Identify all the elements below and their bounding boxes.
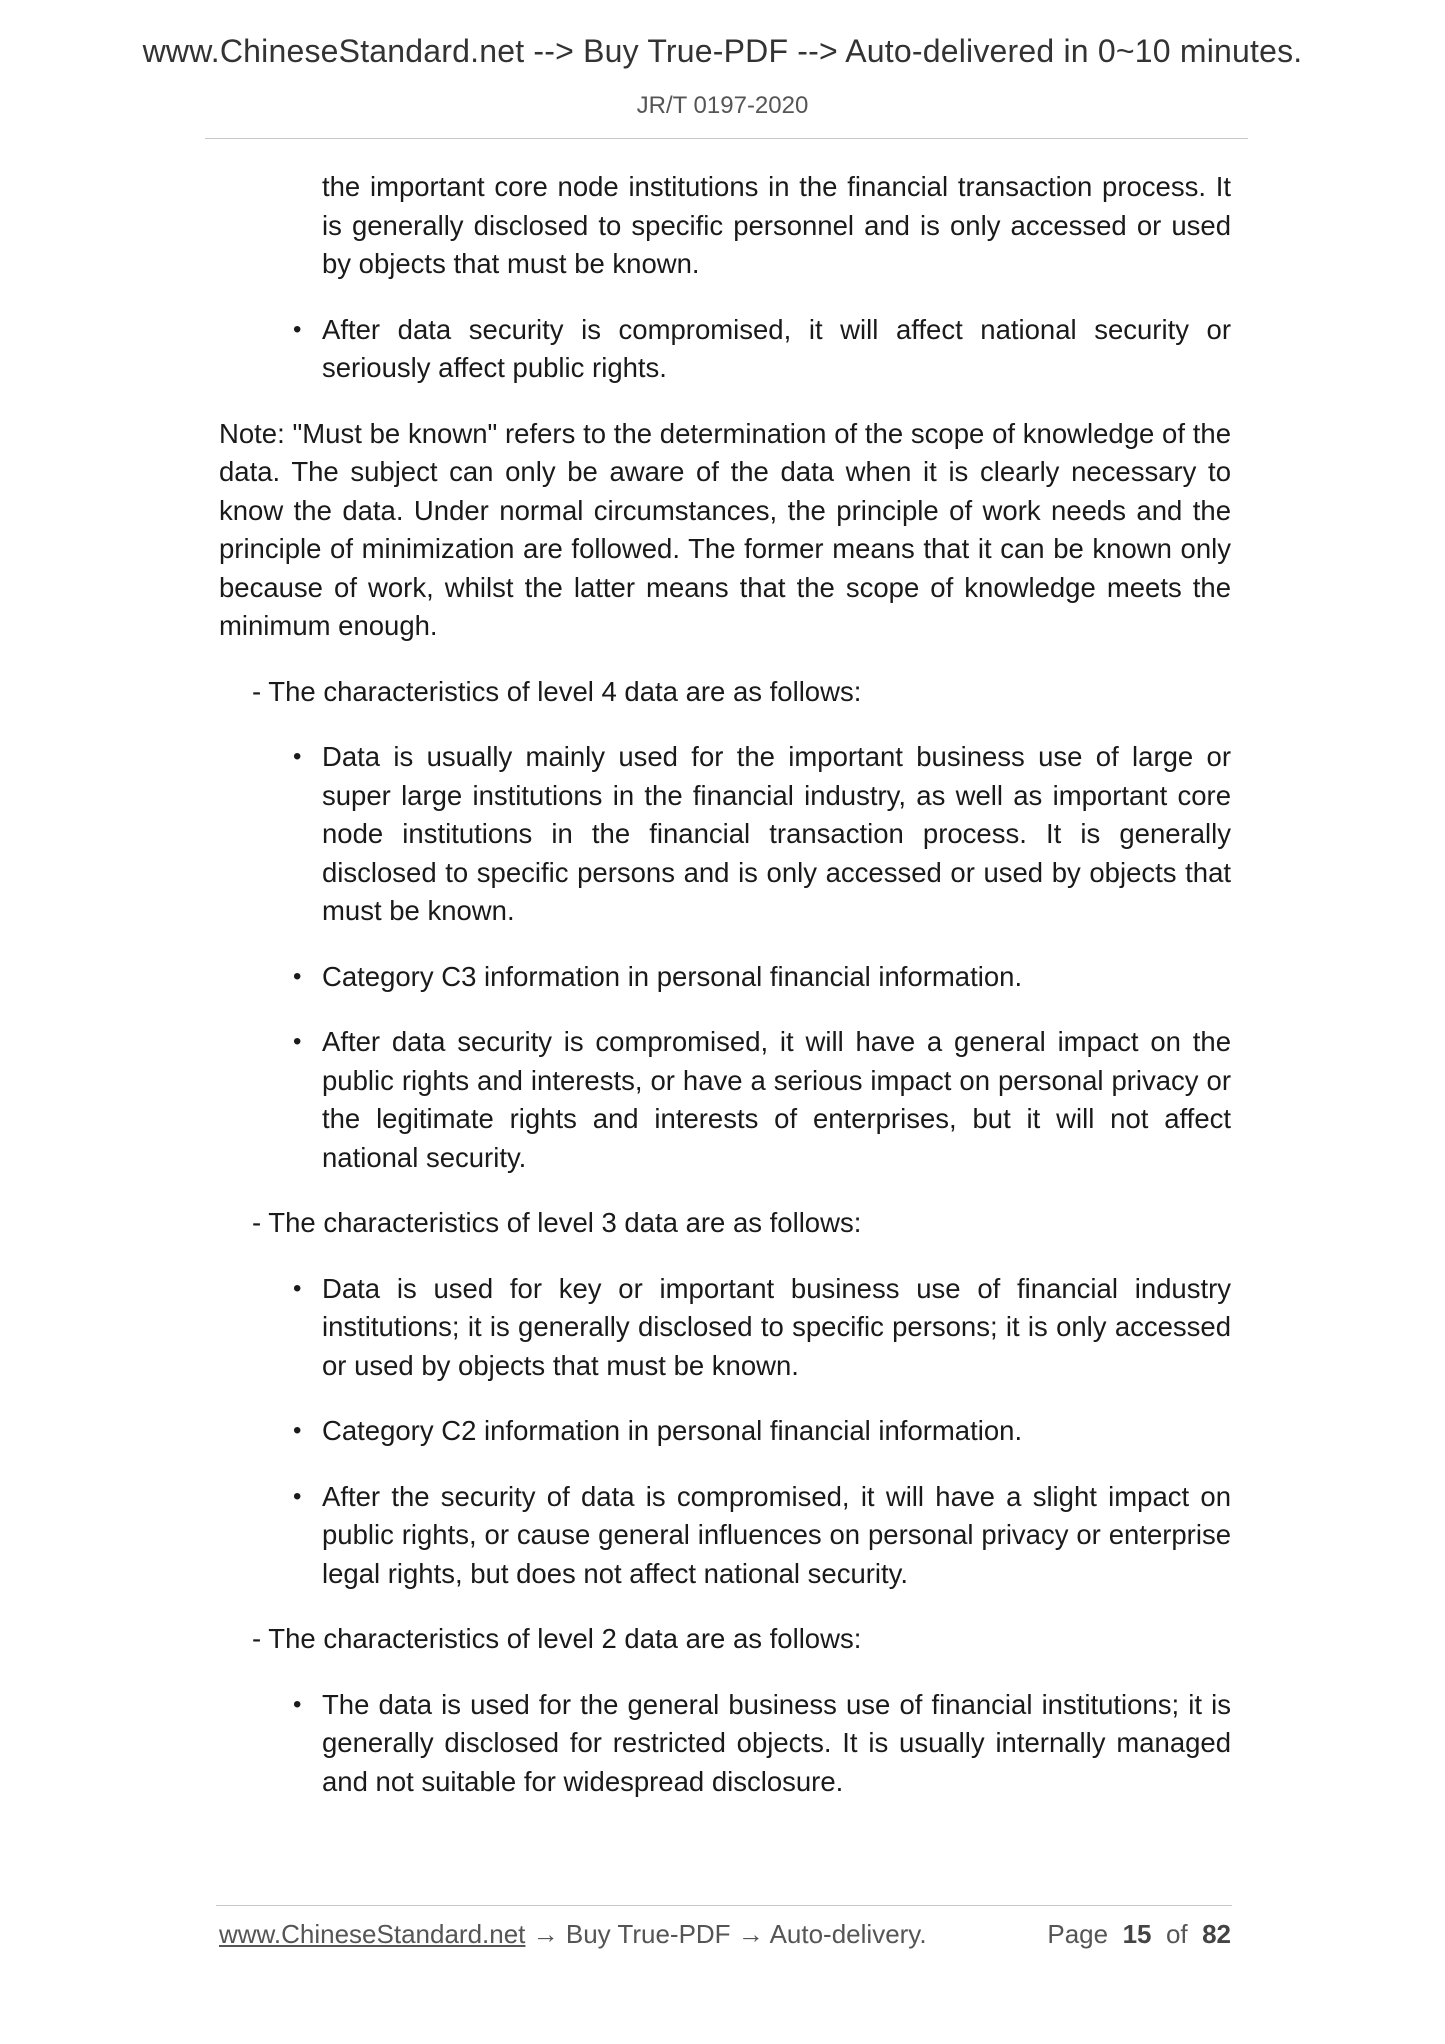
bullet-item bbox=[219, 738, 1231, 931]
page-content bbox=[219, 168, 1231, 1828]
bullet-icon: • bbox=[293, 1417, 302, 1444]
header-divider bbox=[205, 138, 1248, 139]
bullet-icon: • bbox=[293, 743, 302, 770]
bullet-text: After data security is compromised, it will affect national security or seriously affect public rights. bbox=[322, 313, 1231, 383]
bullet-icon: • bbox=[293, 1690, 302, 1718]
level-3-heading: - The characteristics of level 3 data are as follows: bbox=[252, 1207, 862, 1238]
bullet-text: The data is used for the general business use of financial institutions; it is generally disclosed for restricted objects. It is usually internally managed and not suitable for widespread disclosure. bbox=[322, 1688, 1231, 1797]
of-label: of bbox=[1165, 1919, 1188, 1949]
bullet-item bbox=[219, 311, 1231, 388]
current-page: 15 bbox=[1122, 1919, 1152, 1949]
document-id: JR/T 0197-2020 bbox=[636, 92, 809, 119]
bullet-text: Data is usually mainly used for the important business use of large or super large institutions in the financial industry, as well as important core node institutions in the financial transaction process. It is generally disclosed to specific persons and is only accessed or used by objects that must be known. bbox=[322, 741, 1231, 926]
bullet-text: After the security of data is compromised, it will have a slight impact on public rights, or cause general influences on personal privacy or enterprise legal rights, but does not affect national security. bbox=[322, 1480, 1231, 1589]
bullet-icon: • bbox=[293, 1028, 302, 1055]
page-label: Page bbox=[1047, 1919, 1109, 1949]
bullet-text: Category C3 information in personal financial information. bbox=[322, 960, 1023, 992]
total-pages: 82 bbox=[1202, 1919, 1231, 1949]
bullet-item bbox=[219, 1412, 1231, 1451]
bullet-item bbox=[219, 1478, 1231, 1594]
bullet-item bbox=[219, 1270, 1231, 1386]
bullet-text: After data security is compromised, it will have a general impact on the public rights and interests, or have a serious impact on personal privacy or the legitimate rights and interests of enterprises, but it will not affect national security. bbox=[322, 1026, 1231, 1173]
bullet-icon: • bbox=[293, 1274, 302, 1302]
bullet-icon: • bbox=[293, 1482, 302, 1510]
bullet-icon: • bbox=[293, 315, 302, 343]
footer-site-link[interactable]: www.ChineseStandard.net bbox=[219, 1919, 526, 1949]
continued-paragraph: the important core node institutions in the financial transaction process. It is generally disclosed to specific personnel and is only accessed or used by objects that must be known. bbox=[322, 171, 1231, 279]
footer-promo bbox=[219, 1919, 927, 1950]
site-banner: www.ChineseStandard.net --> Buy True-PDF --> Auto-delivered in 0~10 minutes. bbox=[142, 33, 1303, 69]
bullet-item bbox=[219, 1686, 1231, 1802]
level-2-heading: - The characteristics of level 2 data are as follows: bbox=[252, 1623, 862, 1654]
bullet-icon: • bbox=[293, 962, 302, 990]
bullet-text: Category C2 information in personal financial information. bbox=[322, 1415, 1023, 1446]
bullet-item bbox=[219, 958, 1231, 997]
bullet-text: Data is used for key or important business use of financial industry institutions; it is generally disclosed to specific persons; it is only accessed or used by objects that must be known. bbox=[322, 1272, 1231, 1381]
level-4-heading: - The characteristics of level 4 data are as follows: bbox=[252, 675, 862, 707]
page-number bbox=[1047, 1919, 1231, 1950]
footer-promo-text: → Buy True-PDF → Auto-delivery. bbox=[525, 1919, 927, 1949]
note-paragraph: Note: "Must be known" refers to the determination of the scope of knowledge of the data. The subject can only be aware of the data when it is clearly necessary to know the data. Under normal circumstances, the principle of work needs and the principle of minimization are followed. The former means that it can be known only because of work, whilst the latter means that the scope of knowledge meets the minimum enough. bbox=[219, 417, 1231, 641]
bullet-item bbox=[219, 1023, 1231, 1177]
footer-divider bbox=[216, 1905, 1232, 1906]
